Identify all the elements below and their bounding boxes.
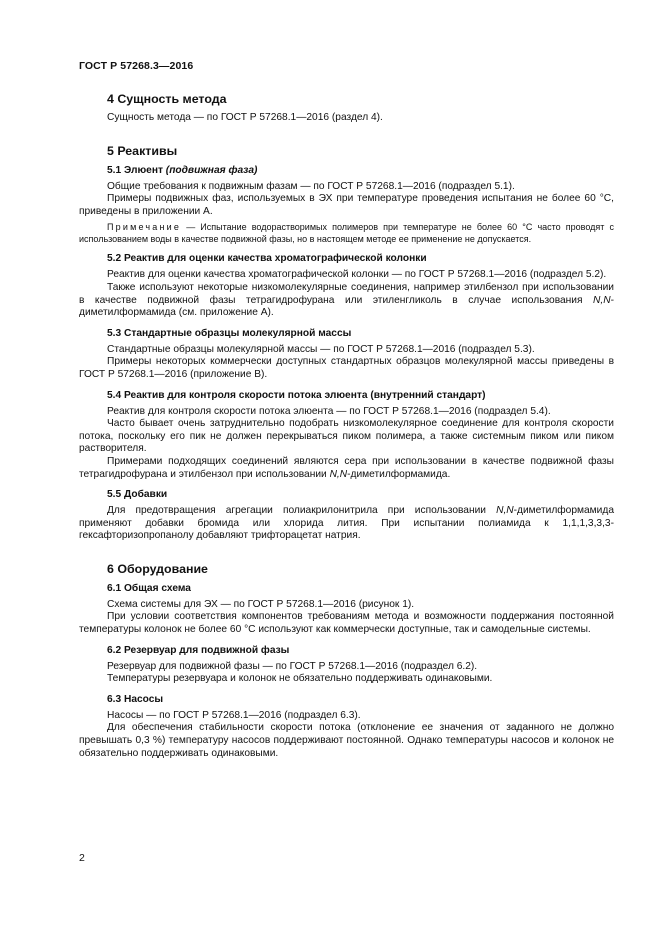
text-run: -диметилформамида применяют добавки бромида или хлорида лития. При испытании полиамида к 1,1,1,3,3,3-гексафторизопропанолу добавляют трифторацетат натрия. [79, 505, 614, 542]
subsection-6-1-paragraph-1: Схема системы для ЭХ — по ГОСТ Р 57268.1—2016 (рисунок 1). [107, 598, 415, 610]
subsection-6-2-paragraph-2: Температуры резервуара и колонок не обязательно поддерживать одинаковыми. [107, 673, 493, 685]
text-run: -диметилформамида. [347, 468, 451, 480]
note-label: Примечание [107, 222, 182, 233]
subsection-5-1-heading [107, 164, 614, 177]
subsection-6-3-heading: 6.3 Насосы [107, 693, 164, 705]
subsection-5-4-paragraph-1: Реактив для контроля скорости потока элюента — по ГОСТ Р 57268.1—2016 (подраздел 5.4). [107, 405, 551, 417]
subsection-5-2-paragraph-2 [79, 282, 614, 320]
subsection-5-1-note [79, 222, 614, 245]
subsection-6-2-paragraph-1: Резервуар для подвижной фазы — по ГОСТ Р 57268.1—2016 (подраздел 6.2). [107, 660, 478, 672]
subsection-6-3-paragraph-2: Для обеспечения стабильности скорости потока (отклонение ее значения от заданного не должно превышать 0,3 %) температуру насосов поддерживают постоянной. Однако температуры насосов и колонок не обязательно поддерживать одинаковыми. [79, 722, 614, 759]
subsection-5-3-paragraph-1: Стандартные образцы молекулярной массы — по ГОСТ Р 57268.1—2016 (подраздел 5.3). [107, 343, 535, 355]
subsection-6-2-heading: 6.2 Резервуар для подвижной фазы [107, 644, 290, 656]
subsection-5-4-paragraph-2: Часто бывает очень затруднительно подобрать низкомолекулярное соединение для контроля скорости потока, поскольку его пик не должен перекрываться пиком полимера, а также системным пиком или пиком растворителя. [79, 418, 614, 455]
document-header: ГОСТ Р 57268.3—2016 [79, 60, 194, 72]
text-emphasis: N,N [329, 468, 348, 480]
subsection-5-5-heading: 5.5 Добавки [107, 489, 168, 501]
subsection-5-4-paragraph-3 [79, 456, 614, 481]
text-emphasis: N,N [593, 294, 611, 306]
text-run: Примерами подходящих соединений являются сера при использовании в качестве подвижной фазы тетрагидрофурана и этилбензол при использовании [79, 455, 614, 480]
subsection-5-1-paragraph-1: Общие требования к подвижным фазам — по ГОСТ Р 57268.1—2016 (подраздел 5.1). [107, 180, 515, 192]
section-5-heading: 5 Реактивы [107, 143, 178, 158]
text-run: Для предотвращения агрегации полиакрилонитрила при использовании [107, 505, 497, 517]
subsection-5-1-number: 5.1 Элюент [107, 164, 166, 176]
subsection-5-2-heading: 5.2 Реактив для оценки качества хроматографической колонки [107, 253, 427, 265]
note-text: — Испытание водорастворимых полимеров при температуре не более 60 °С часто проводят с использованием воды в качестве подвижной фазы, но в настоящем методе ее применение не допускается. [79, 222, 614, 244]
subsection-6-1-heading: 6.1 Общая схема [107, 582, 191, 594]
subsection-5-1-emphasis: (подвижная фаза) [165, 164, 258, 176]
page-number: 2 [79, 852, 85, 864]
subsection-5-5-paragraph-1 [79, 505, 614, 543]
subsection-5-3-paragraph-2: Примеры некоторых коммерчески доступных стандартных образцов молекулярной массы приведены в ГОСТ Р 57268.1—2016 (приложение В). [79, 356, 614, 380]
subsection-5-4-heading: 5.4 Реактив для контроля скорости потока элюента (внутренний стандарт) [107, 389, 486, 401]
subsection-5-1-paragraph-2: Примеры подвижных фаз, используемых в ЭХ при температуре проведения испытания не более 60 °С, приведены в приложении А. [79, 193, 614, 217]
subsection-5-3-heading: 5.3 Стандартные образцы молекулярной массы [107, 327, 352, 339]
text-emphasis: N,N [496, 505, 514, 517]
subsection-5-2-paragraph-1: Реактив для оценки качества хроматографической колонки — по ГОСТ Р 57268.1—2016 (подраздел 5.2). [107, 269, 607, 281]
subsection-6-1-paragraph-2: При условии соответствия компонентов требованиям метода и возможности поддержания постоянной температуры колонок не более 60 °С используют как коммерчески доступные, так и самодельные системы. [79, 611, 614, 636]
subsection-6-3-paragraph-1: Насосы — по ГОСТ Р 57268.1—2016 (подраздел 6.3). [107, 709, 361, 721]
text-run: -диметилформамида (см. приложение А). [79, 294, 614, 319]
text-run: Также используют некоторые низкомолекулярные соединения, например этилбензол при использовании в качестве подвижной фазы тетрагидрофурана или этиленгликоль в случае использования [79, 281, 614, 306]
section-4-heading: 4 Сущность метода [107, 92, 227, 106]
section-6-heading: 6 Оборудование [107, 561, 208, 576]
section-4-paragraph: Сущность метода — по ГОСТ Р 57268.1—2016 (раздел 4). [107, 112, 383, 123]
document-body [79, 92, 614, 760]
